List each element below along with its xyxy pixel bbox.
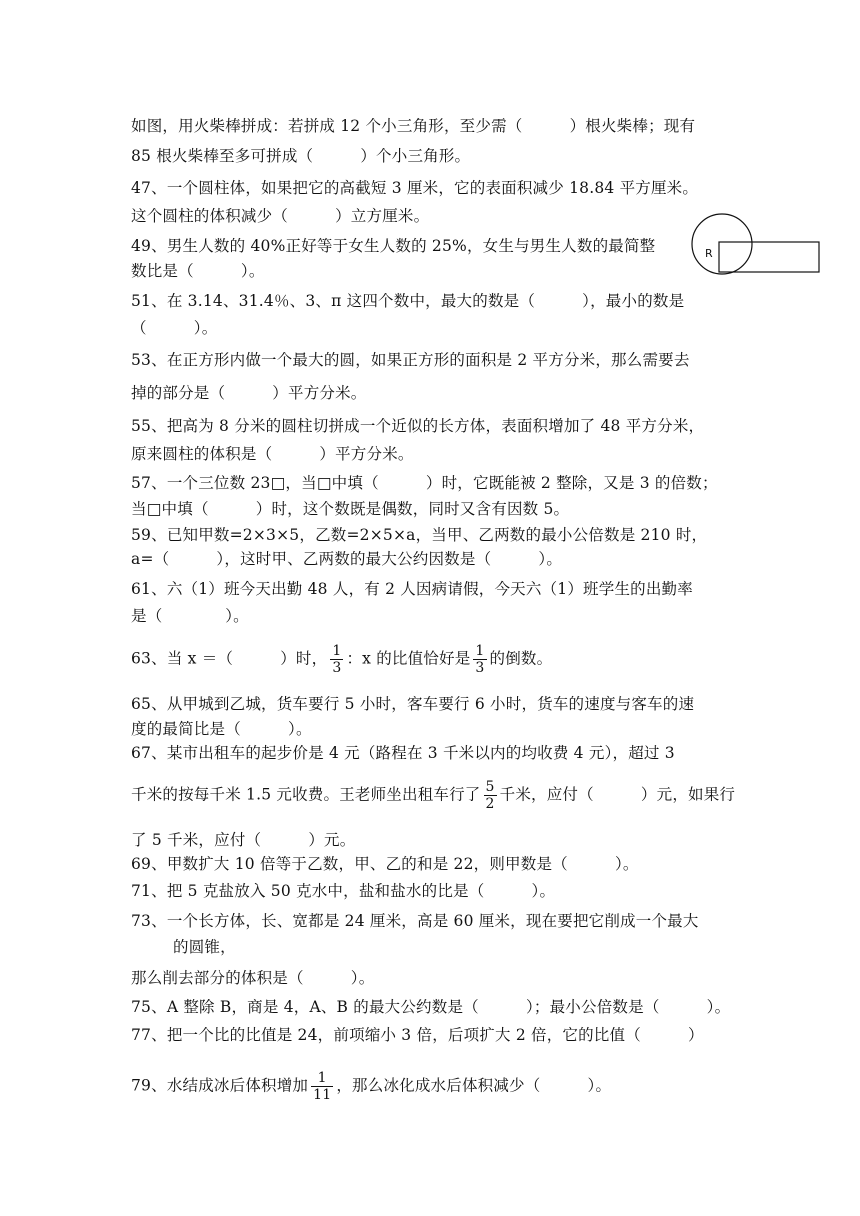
- question-47-line-2: 这个圆柱的体积减少（ ）立方厘米。: [131, 207, 430, 225]
- frac-numerator: 1: [311, 1070, 333, 1087]
- question-55-line-2: 原来圆柱的体积是（ ）平方分米。: [131, 445, 414, 463]
- question-57-line-1: 57、一个三位数 23□，当□中填（ ）时，它既能被 2 整除，又是 3 的倍数；: [131, 474, 718, 492]
- frac-denominator: 11: [313, 1087, 332, 1103]
- q67-text-post: 千米，应付（ ）元，如果行: [499, 785, 736, 804]
- question-51-line-1: 51、在 3.14、31.4％、3、π 这四个数中，最大的数是（ ），最小的数是: [131, 292, 685, 310]
- q63-text-mid: ：x 的比值恰好是: [346, 649, 471, 668]
- figure-rectangle: [719, 242, 819, 272]
- frac-numerator: 1: [332, 643, 342, 659]
- frac-denominator: 3: [475, 660, 485, 676]
- question-67-line-3: 了 5 千米，应付（ ）元。: [131, 831, 356, 849]
- question-71-line: 71、把 5 克盐放入 50 克水中，盐和盐水的比是（ ）。: [131, 882, 556, 900]
- fraction-one-third-b: [473, 643, 486, 676]
- fraction-one-eleventh: [311, 1070, 333, 1103]
- question-55-line-1: 55、把高为 8 分米的圆柱切拼成一个近似的长方体，表面积增加了 48 平方分米，: [131, 417, 705, 435]
- question-75-line: 75、A 整除 B，商是 4，A、B 的最大公约数是（ ）；最小公倍数是（ ）。: [131, 998, 731, 1016]
- q79-text-post: ，那么冰化成水后体积减少（ ）。: [336, 1076, 612, 1095]
- question-77-line: 77、把一个比的比值是 24，前项缩小 3 倍，后项扩大 2 倍，它的比值（ ）: [131, 1026, 704, 1044]
- figure-circle: [692, 214, 752, 274]
- q79-text-pre: 79、水结成冰后体积增加: [131, 1076, 309, 1095]
- question-53-line-1: 53、在正方形内做一个最大的圆，如果正方形的面积是 2 平方分米，那么需要去: [131, 351, 690, 369]
- question-61-line-2: 是（ ）。: [131, 607, 249, 625]
- frac-numerator: 1: [475, 643, 485, 659]
- question-59-line-2: a=（ ），这时甲、乙两数的最大公约因数是（ ）。: [131, 550, 563, 568]
- question-59-line-1: 59、已知甲数=2×3×5，乙数=2×5×a，当甲、乙两数的最小公倍数是 210 时，: [131, 526, 708, 544]
- question-intro-line-1: 如图，用火柴棒拼成：若拼成 12 个小三角形，至少需（ ）根火柴棒；现有: [131, 117, 696, 135]
- figure-label-r: R: [705, 247, 713, 260]
- question-51-line-2: （ ）。: [131, 319, 218, 337]
- question-69-line: 69、甲数扩大 10 倍等于乙数，甲、乙的和是 22，则甲数是（ ）。: [131, 855, 639, 873]
- question-57-line-2: 当□中填（ ）时，这个数既是偶数，同时又含有因数 5。: [131, 500, 570, 518]
- q63-text-pre: 63、当 x ＝（ ）时，: [131, 649, 328, 668]
- q67-text-pre: 千米的按每千米 1.5 元收费。王老师坐出租车行了: [131, 785, 481, 804]
- fraction-five-halves: [484, 779, 497, 812]
- question-67-line-1: 67、某市出租车的起步价是 4 元（路程在 3 千米以内的均收费 4 元），超过 3: [131, 744, 675, 762]
- question-intro-line-2: 85 根火柴棒至多可拼成（ ）个小三角形。: [131, 147, 471, 165]
- q63-text-post: 的倒数。: [489, 649, 553, 668]
- frac-numerator: 5: [485, 779, 495, 795]
- question-61-line-1: 61、六（1）班今天出勤 48 人，有 2 人因病请假，今天六（1）班学生的出勤率: [131, 580, 693, 598]
- frac-denominator: 2: [485, 796, 495, 812]
- question-65-line-1: 65、从甲城到乙城，货车要行 5 小时，客车要行 6 小时，货车的速度与客车的速: [131, 695, 695, 713]
- question-73-line-1: 73、一个长方体，长、宽都是 24 厘米，高是 60 厘米，现在要把它削成一个最大: [131, 912, 699, 930]
- question-73-line-3: 那么削去部分的体积是（ ）。: [131, 969, 375, 987]
- question-65-line-2: 度的最简比是（ ）。: [131, 720, 312, 738]
- question-49-line-2: 数比是（ ）。: [131, 262, 265, 280]
- circle-rectangle-figure: [686, 208, 826, 278]
- fraction-one-third-a: [330, 643, 343, 676]
- question-67-line-2: [131, 779, 735, 812]
- question-79-line: [131, 1070, 611, 1103]
- question-47-line-1: 47、一个圆柱体，如果把它的高截短 3 厘米，它的表面积减少 18.84 平方厘米。: [131, 179, 699, 197]
- question-63-line: [131, 643, 552, 676]
- question-53-line-2: 掉的部分是（ ）平方分米。: [131, 384, 367, 402]
- question-73-line-2: 的圆锥，: [173, 938, 236, 956]
- frac-denominator: 3: [332, 660, 342, 676]
- question-49-line-1: 49、男生人数的 40%正好等于女生人数的 25%，女生与男生人数的最简整: [131, 237, 656, 255]
